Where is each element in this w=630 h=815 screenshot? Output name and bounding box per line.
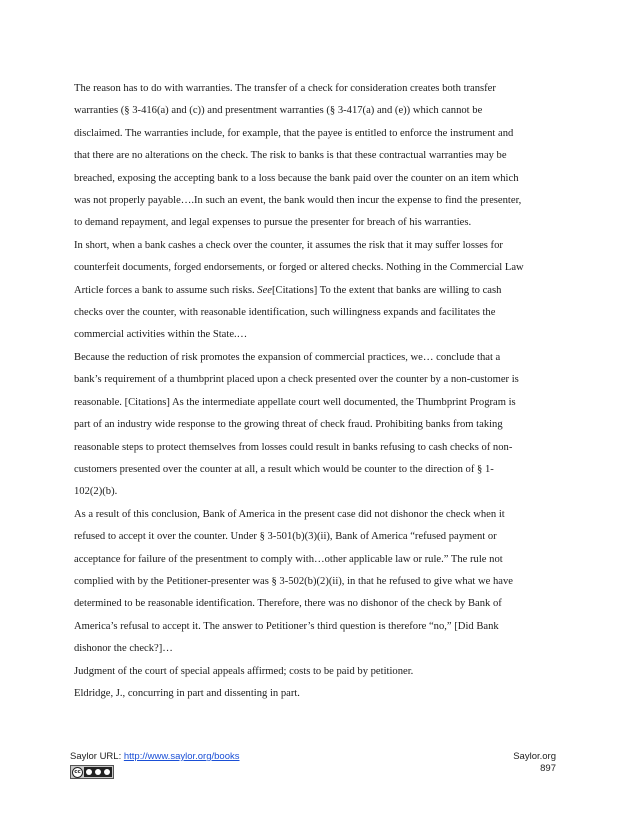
text-line: checks over the counter, with reasonable identification, such willingness expands and facilitates the (74, 307, 496, 319)
paragraph-warranties (74, 78, 566, 235)
document-body (74, 78, 566, 705)
text-line: determined to be reasonable identification. Therefore, there was no dishonor of the check by Bank of (74, 598, 502, 610)
footer-url-prefix: Saylor URL: (70, 751, 124, 762)
text-line: bank’s requirement of a thumbprint placed upon a check presented over the counter by a non-customer is (74, 374, 519, 386)
text-line: As a result of this conclusion, Bank of America in the present case did not dishonor the check when it (74, 508, 505, 520)
paragraph-risk (74, 235, 566, 347)
paragraph-judgment (74, 661, 566, 683)
text-line: disclaimed. The warranties include, for example, that the payee is entitled to enforce the instrument and (74, 127, 514, 139)
footer-source (70, 751, 240, 763)
text-line: commercial activities within the State.… (74, 329, 248, 341)
saylor-books-link[interactable]: http://www.saylor.org/books (123, 751, 240, 762)
text-line: The reason has to do with warranties. The transfer of a check for consideration creates both transfer (74, 83, 496, 94)
text-line: dishonor the check?]… (74, 643, 173, 655)
cc-logo-icon: cc (72, 767, 83, 778)
text-line: to demand repayment, and legal expenses to pursue the presenter for breach of his warranties. (74, 217, 472, 229)
text-line: America’s refusal to accept it. The answer to Petitioner’s third question is therefore “no,” [Did Bank (74, 620, 499, 632)
text-line: reasonable steps to protect themselves from losses could result in banks refusing to cash checks of non- (74, 441, 513, 453)
text-line: counterfeit documents, forged endorsements, or forged or altered checks. Nothing in the Commercial Law (74, 262, 524, 274)
paragraph-concurrence (74, 683, 566, 705)
text-line: Because the reduction of risk promotes the expansion of commercial practices, we… conclude that a (74, 351, 501, 363)
text-line: breached, exposing the accepting bank to a loss because the bank paid over the counter on an item which (74, 172, 519, 184)
text-line: customers presented over the counter at all, a result which would be counter to the direction of § 1- (74, 463, 494, 475)
text-line: reasonable. [Citations] As the intermediate appellate court well documented, the Thumbprint Program is (74, 396, 516, 408)
share-alike-icon (104, 769, 110, 775)
text-line: refused to accept it over the counter. Under § 3-501(b)(3)(ii), Bank of America “refused payment or (74, 531, 497, 543)
text-line: Eldridge, J., concurring in part and dissenting in part. (74, 687, 300, 699)
footer-page-info (513, 751, 556, 775)
text-line: complied with by the Petitioner-presenter was § 3-502(b)(2)(ii), in that he refused to give what we have (74, 575, 513, 587)
text-line: Judgment of the court of special appeals affirmed; costs to be paid by petitioner. (74, 665, 414, 677)
by-attribution-icon (86, 769, 92, 775)
text-line: Article forces a bank to assume such risks. See[Citations] To the extent that banks are willing to cash (74, 284, 502, 296)
creative-commons-license-icon[interactable] (70, 765, 114, 779)
page-number: 897 (540, 763, 556, 774)
license-attributes-icon (84, 767, 112, 777)
noncommercial-icon (95, 769, 101, 775)
text-line: 102(2)(b). (74, 486, 118, 498)
footer-site-name: Saylor.org (513, 751, 556, 762)
text-line: part of an industry wide response to the growing threat of check fraud. Prohibiting banks from taking (74, 419, 503, 431)
text-line: In short, when a bank cashes a check over the counter, it assumes the risk that it may suffer losses for (74, 239, 503, 251)
text-line: that there are no alterations on the check. The risk to banks is that these contractual warranties may be (74, 150, 507, 162)
paragraph-dishonor (74, 504, 566, 661)
text-line: warranties (§ 3-416(a) and (c)) and presentment warranties (§ 3-417(a) and (e)) which cannot be (74, 105, 483, 117)
text-line: acceptance for failure of the presentment to comply with…other applicable law or rule.” The rule not (74, 553, 503, 565)
paragraph-thumbprint (74, 347, 566, 504)
text-line: was not properly payable….In such an event, the bank would then incur the expense to find the presenter, (74, 195, 522, 207)
